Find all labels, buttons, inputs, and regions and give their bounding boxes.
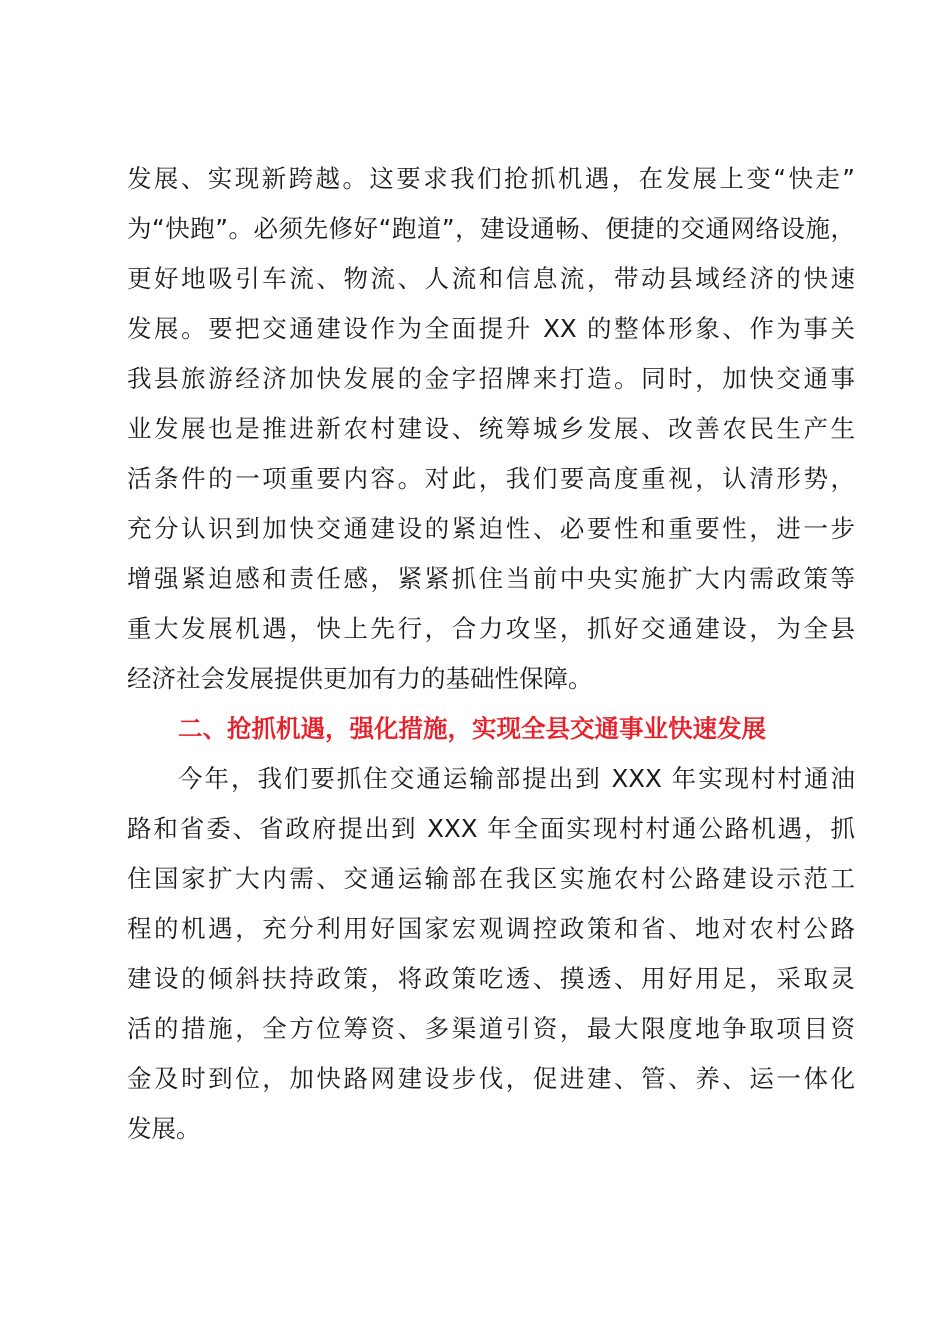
paragraph-2-line: 程的机遇，充分利用好国家宏观调控政策和省、地对农村公路 [127, 914, 855, 943]
paragraph-1-line: 发展、实现新跨越。这要求我们抢抓机遇，在发展上变“快走” [127, 164, 855, 193]
paragraph-1-line: 经济社会发展提供更加有力的基础性保障。 [127, 664, 593, 693]
paragraph-1 [127, 154, 855, 704]
section-heading: 二、抢抓机遇，强化措施，实现全县交通事业快速发展 [178, 714, 766, 743]
paragraph-1-line: 活条件的一项重要内容。对此，我们要高度重视，认清形势， [127, 464, 855, 493]
paragraph-1-line: 业发展也是推进新农村建设、统筹城乡发展、改善农民生产生 [127, 414, 855, 443]
paragraph-2-line: 金及时到位，加快路网建设步伐，促进建、管、养、运一体化 [127, 1064, 855, 1093]
paragraph-1-line: 我县旅游经济加快发展的金字招牌来打造。同时，加快交通事 [127, 364, 855, 393]
paragraph-1-line: 更好地吸引车流、物流、人流和信息流，带动县域经济的快速 [127, 264, 855, 293]
paragraph-1-line: 充分认识到加快交通建设的紧迫性、必要性和重要性，进一步 [127, 514, 855, 543]
paragraph-2-line: 发展。 [127, 1114, 201, 1143]
paragraph-2-line: 住国家扩大内需、交通运输部在我区实施农村公路建设示范工 [127, 864, 855, 893]
paragraph-2-line: 活的措施，全方位筹资、多渠道引资，最大限度地争取项目资 [127, 1014, 855, 1043]
paragraph-1-line: 重大发展机遇，快上先行，合力攻坚，抓好交通建设，为全县 [127, 614, 855, 643]
paragraph-1-line: 增强紧迫感和责任感，紧紧抓住当前中央实施扩大内需政策等 [127, 564, 855, 593]
paragraph-2 [127, 754, 855, 1154]
paragraph-2-line: 路和省委、省政府提出到 XXX 年全面实现村村通公路机遇，抓 [127, 814, 855, 843]
paragraph-2-line: 建设的倾斜扶持政策，将政策吃透、摸透、用好用足，采取灵 [127, 964, 855, 993]
document-body [127, 154, 855, 1154]
paragraph-1-line: 为“快跑”。必须先修好“跑道”，建设通畅、便捷的交通网络设施， [127, 214, 855, 243]
paragraph-1-line: 发展。要把交通建设作为全面提升 XX 的整体形象、作为事关 [127, 314, 855, 343]
paragraph-2-line: 今年，我们要抓住交通运输部提出到 XXX 年实现村村通油 [178, 764, 855, 793]
